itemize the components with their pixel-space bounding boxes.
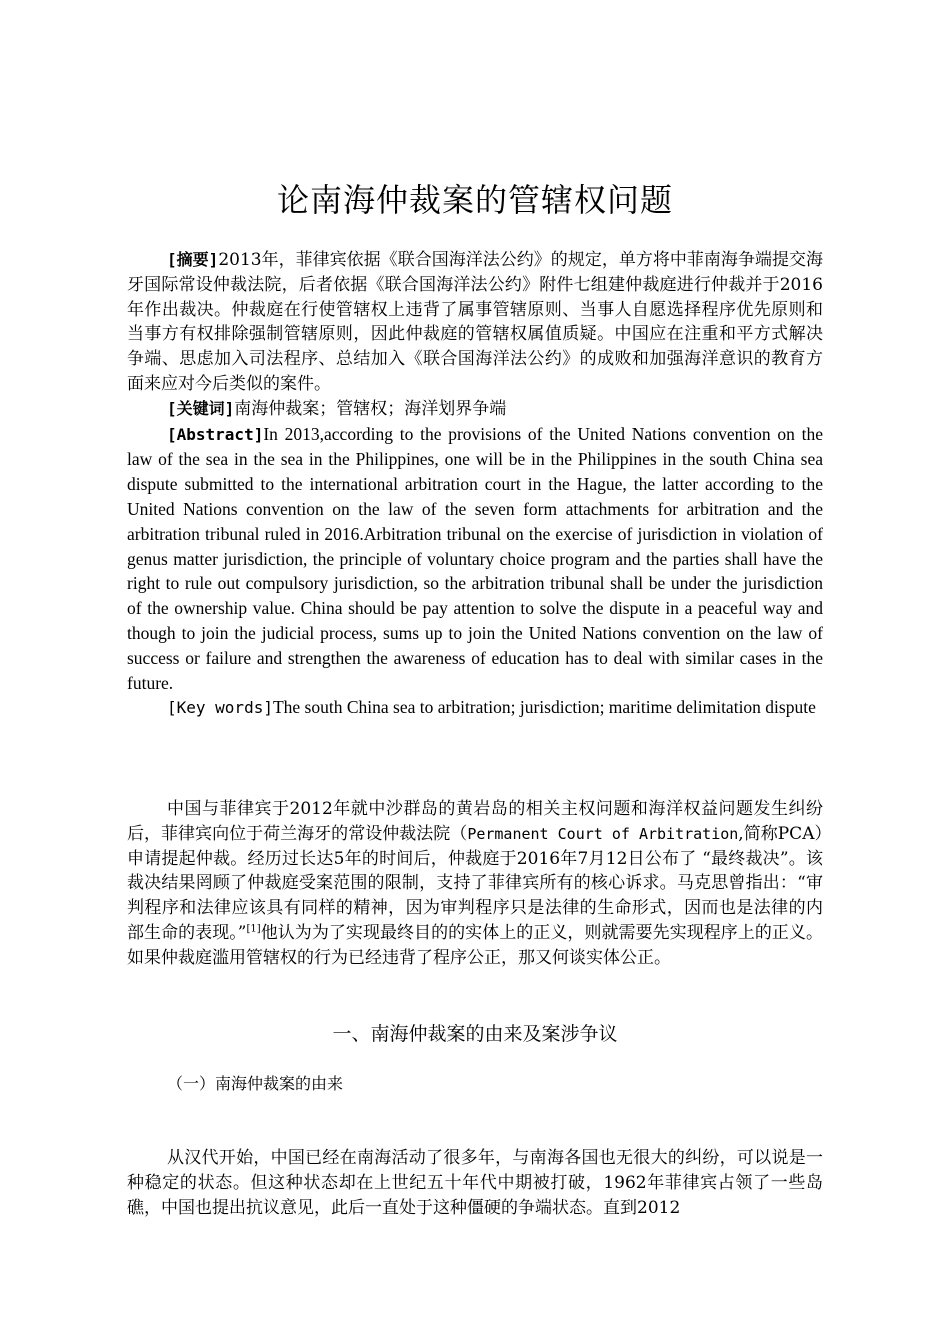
section1-paragraph: 从汉代开始，中国已经在南海活动了很多年，与南海各国也无很大的纠纷，可以说是一种稳定的状态。但这种状态却在上世纪五十年代中期被打破，1962年菲律宾占领了一些岛礁，中国也提出抗议意见，此后一直处于这种僵硬的争端状态。直到2012	[127, 1148, 823, 1218]
intro-text-3: 他认为为了实现最终目的的实体上的正义，则就需要先实现程序上的正义。如果仲裁庭滥用管辖权的行为已经违背了程序公正，那又何谈实体公正。	[127, 922, 823, 968]
section-heading: 一、南海仲裁案的由来及案涉争议	[332, 1023, 618, 1045]
abstract-cn-label: [摘要]	[167, 250, 219, 269]
keywords-en-text: The south China sea to arbitration; jurisdiction; maritime delimitation dispute	[272, 697, 816, 718]
keywords-en-paragraph	[127, 695, 823, 721]
intro-text-2: ,简称PCA）申请提起仲裁。经历过长达5年的时间后，仲裁庭于2016年7月12日公布了 “最终裁决”。该裁决结果罔顾了仲裁庭受案范围的限制，支持了菲律宾所有的核心诉求。马克思曾指出：“审判程序和法律应该具有同样的精神，因为审判程序只是法律的生命形式，因而也是法律的内部生命的表现。”	[127, 823, 823, 943]
intro-paragraph	[127, 797, 823, 971]
document-title: 论南海仲裁案的管辖权问题	[276, 181, 673, 219]
abstract-en-paragraph	[127, 422, 823, 696]
abstract-en-text: In 2013,according to the provisions of the United Nations convention on the law of the sea in the sea in the Philippines, one will be in the Philippines in the south China sea dispute submitted to the international arbitration court in the Hague, the latter according to the United Nations convention on the law of the seven form attachments for arbitration and the arbitration tribunal ruled in 2016.Arbitration tribunal on the exercise of jurisdiction in violation of genus matter jurisdiction, the principle of voluntary choice program and the parties shall have the right to rule out compulsory jurisdiction, so the arbitration tribunal shall be under the jurisdiction of the ownership value. China should be pay attention to solve the dispute in a peaceful way and though to join the judicial process, sums up to join the United Nations convention on the law of success or failure and strengthen the awareness of education has to deal with similar cases in the future.	[127, 423, 823, 693]
keywords-cn-label: [关键词]	[167, 398, 235, 418]
keywords-cn-paragraph	[127, 397, 823, 422]
abstract-en-label: [Abstract]	[167, 424, 264, 444]
abstract-cn-section	[127, 248, 823, 721]
keywords-en-label: [Key words]	[167, 698, 273, 718]
subsection-heading: （一）南海仲裁案的由来	[167, 1074, 344, 1093]
intro-section	[127, 797, 823, 971]
abstract-cn-text: 2013年，菲律宾依据《联合国海洋法公约》的规定，单方将中菲南海争端提交海牙国际常设仲裁法院，后者依据《联合国海洋法公约》附件七组建仲裁庭进行仲裁并于2016年作出裁决。仲裁庭在行使管辖权上违背了属事管辖原则、当事人自愿选择程序优先原则和当事方有权排除强制管辖原则，因此仲裁庭的管辖权属值质疑。中国应在注重和平方式解决争端、思虑加入司法程序、总结加入《联合国海洋法公约》的成败和加强海洋意识的教育方面来应对今后类似的案件。	[127, 250, 823, 394]
section1-body	[127, 1146, 823, 1220]
keywords-cn-text: 南海仲裁案；管辖权；海洋划界争端	[234, 398, 507, 419]
footnote-ref: [1]	[246, 923, 261, 935]
abstract-cn-paragraph	[127, 248, 823, 397]
intro-text-1: 中国与菲律宾于2012年就中沙群岛的黄岩岛的相关主权问题和海洋权益问题发生纠纷后，菲律宾向位于荷兰海牙的常设仲裁法院（	[127, 799, 823, 844]
intro-court-name: Permanent Court of Arbitration	[467, 824, 739, 843]
